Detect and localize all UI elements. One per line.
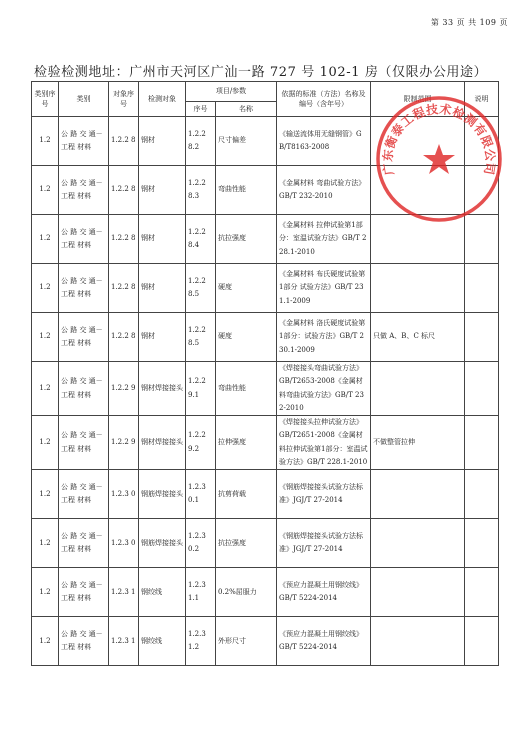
note-cell [465,362,499,416]
note-cell [465,617,499,666]
standard-cell: 《预应力混凝土用钢绞线》GB/T 5224-2014 [277,617,371,666]
standard-cell: 《金属材料 弯曲试验方法》GB/T 232-2010 [277,166,371,215]
category-cell: 公 路 交 通－工程 材料 [59,215,109,264]
page-number: 第 33 页 共 109 页 [430,18,508,27]
header-item-name: 名称 [216,102,277,117]
category-no-cell: 1.2 [32,264,59,313]
note-cell [465,416,499,470]
standard-cell: 《预应力混凝土用钢绞线》GB/T 5224-2014 [277,568,371,617]
item-name-cell: 硬度 [216,313,277,362]
table-row [32,362,499,416]
item-no-cell: 1.2.3 0.2 [186,519,216,568]
standard-cell: 《输送流体用无缝钢管》GB/T8163-2008 [277,117,371,166]
object-cell: 钢材 [139,166,186,215]
item-name-cell: 抗剪荷载 [216,470,277,519]
header-note: 说明 [465,82,499,117]
category-cell: 公 路 交 通－工程 材料 [59,264,109,313]
object-cell: 钢筋焊接接头 [139,470,186,519]
header-standard: 依据的标准（方法）名称及编号（含年号） [277,82,371,117]
limit-cell [371,264,465,313]
category-cell: 公 路 交 通－工程 材料 [59,313,109,362]
header-category: 类别 [59,82,109,117]
item-no-cell: 1.2.2 8.2 [186,117,216,166]
table-row [32,313,499,362]
item-name-cell: 0.2%屈服力 [216,568,277,617]
header-object-no: 对象序号 [109,82,139,117]
table-row [32,519,499,568]
header-object: 检测对象 [139,82,186,117]
header-category-no: 类别序号 [32,82,59,117]
object-no-cell: 1.2.2 8 [109,313,139,362]
category-no-cell: 1.2 [32,313,59,362]
object-no-cell: 1.2.2 8 [109,264,139,313]
category-cell: 公 路 交 通－工程 材料 [59,166,109,215]
item-name-cell: 硬度 [216,264,277,313]
object-no-cell: 1.2.2 8 [109,117,139,166]
standard-cell: 《焊接接头拉伸试验方法》GB/T2651-2008《金属材料拉伸试验第1部分：室温试验方法》GB/T 228.1-2010 [277,416,371,470]
table-row [32,617,499,666]
object-cell: 钢材 [139,215,186,264]
object-cell: 钢材焊接接头 [139,362,186,416]
seal-text: 广东衡泰工程技术检测有限公司 [380,102,498,177]
object-cell: 钢材 [139,313,186,362]
category-no-cell: 1.2 [32,470,59,519]
category-no-cell: 1.2 [32,519,59,568]
item-name-cell: 尺寸偏差 [216,117,277,166]
item-no-cell: 1.2.2 8.4 [186,215,216,264]
category-cell: 公 路 交 通－工程 材料 [59,568,109,617]
item-no-cell: 1.2.2 9.1 [186,362,216,416]
object-no-cell: 1.2.3 0 [109,470,139,519]
object-cell: 钢绞线 [139,568,186,617]
object-cell: 钢材 [139,117,186,166]
object-no-cell: 1.2.3 0 [109,519,139,568]
category-cell: 公 路 交 通－工程 材料 [59,519,109,568]
category-cell: 公 路 交 通－工程 材料 [59,470,109,519]
item-no-cell: 1.2.2 9.2 [186,416,216,470]
object-no-cell: 1.2.3 1 [109,617,139,666]
item-no-cell: 1.2.3 1.1 [186,568,216,617]
object-cell: 钢材 [139,264,186,313]
limit-cell [371,470,465,519]
item-no-cell: 1.2.2 8.5 [186,264,216,313]
item-name-cell: 弯曲性能 [216,166,277,215]
object-no-cell: 1.2.2 9 [109,416,139,470]
category-cell: 公 路 交 通－工程 材料 [59,362,109,416]
limit-cell: 只做 A、B、C 标尺 [371,313,465,362]
limit-cell: 不做整管拉伸 [371,416,465,470]
category-no-cell: 1.2 [32,362,59,416]
item-no-cell: 1.2.3 0.1 [186,470,216,519]
standard-cell: 《钢筋焊接接头试验方法标准》JGJ/T 27-2014 [277,470,371,519]
note-cell [465,519,499,568]
object-cell: 钢筋焊接接头 [139,519,186,568]
object-no-cell: 1.2.2 9 [109,362,139,416]
limit-cell [371,519,465,568]
table-row [32,416,499,470]
test-address-heading: 检验检测地址：广州市天河区广汕一路 727 号 102-1 房（仅限办公用途） [34,65,488,80]
category-no-cell: 1.2 [32,215,59,264]
item-name-cell: 抗拉强度 [216,519,277,568]
limit-cell [371,362,465,416]
item-name-cell: 弯曲性能 [216,362,277,416]
item-no-cell: 1.2.3 1.2 [186,617,216,666]
company-seal [372,92,506,226]
category-no-cell: 1.2 [32,117,59,166]
item-no-cell: 1.2.2 8.5 [186,313,216,362]
limit-cell [371,568,465,617]
item-name-cell: 抗拉强度 [216,215,277,264]
seal-star-icon [423,144,455,174]
object-no-cell: 1.2.2 8 [109,166,139,215]
item-name-cell: 拉伸强度 [216,416,277,470]
category-no-cell: 1.2 [32,166,59,215]
table-row [32,264,499,313]
item-name-cell: 外形尺寸 [216,617,277,666]
object-cell: 钢材焊接接头 [139,416,186,470]
object-no-cell: 1.2.3 1 [109,568,139,617]
category-no-cell: 1.2 [32,617,59,666]
category-cell: 公 路 交 通－工程 材料 [59,617,109,666]
table-row [32,470,499,519]
note-cell [465,470,499,519]
standard-cell: 《焊接接头弯曲试验方法》GB/T2653-2008《金属材料弯曲试验方法》GB/T 232-2010 [277,362,371,416]
note-cell [465,568,499,617]
category-cell: 公 路 交 通－工程 材料 [59,117,109,166]
header-item-no: 序号 [186,102,216,117]
limit-cell [371,617,465,666]
standard-cell: 《钢筋焊接接头试验方法标准》JGJ/T 27-2014 [277,519,371,568]
standard-cell: 《金属材料 布氏硬度试验第1部分 试验方法》GB/T 231.1-2009 [277,264,371,313]
object-no-cell: 1.2.2 8 [109,215,139,264]
category-cell: 公 路 交 通－工程 材料 [59,416,109,470]
header-limit: 限制范围 [371,82,465,117]
category-no-cell: 1.2 [32,416,59,470]
header-item-group: 项目/参数 [186,82,277,102]
note-cell [465,264,499,313]
note-cell [465,313,499,362]
item-no-cell: 1.2.2 8.3 [186,166,216,215]
standard-cell: 《金属材料 洛氏硬度试验第1部分：试验方法》GB/T 230.1-2009 [277,313,371,362]
table-row [32,568,499,617]
standard-cell: 《金属材料 拉伸试验第1部分：室温试验方法》GB/T 228.1-2010 [277,215,371,264]
category-no-cell: 1.2 [32,568,59,617]
object-cell: 钢绞线 [139,617,186,666]
